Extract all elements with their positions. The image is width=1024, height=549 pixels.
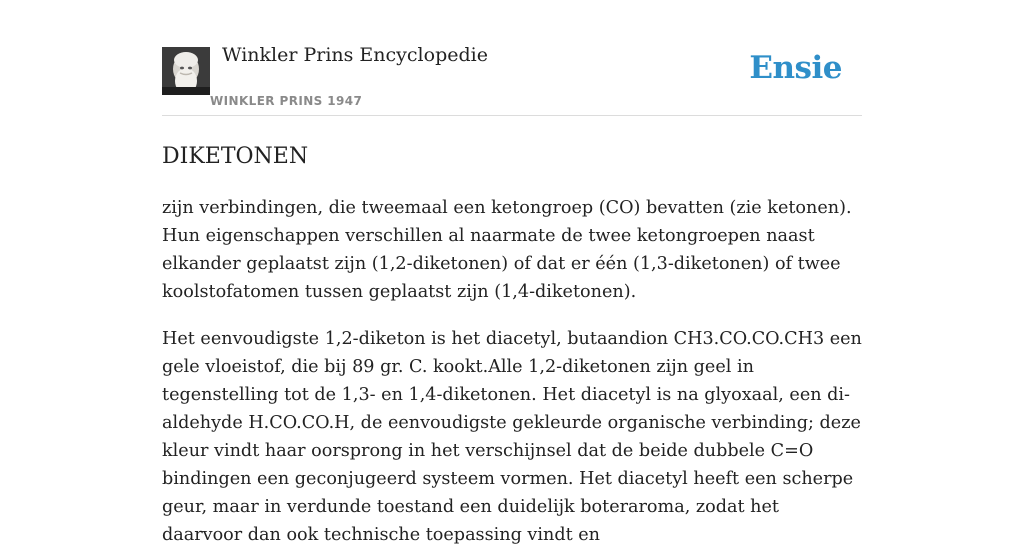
portrait-avatar-icon[interactable]: [162, 47, 210, 95]
article-paragraph: zijn verbindingen, die tweemaal een ketongroep (CO) bevatten (zie ketonen). Hun eigenschappen verschillen al naarmate de twee ketongroepen naast elkander geplaatst zijn (1,2-diketonen) of dat er één (1,3-diketonen) of twee koolstofatomen tussen geplaatst zijn (1,4-diketonen).: [162, 198, 852, 302]
header: [162, 0, 862, 116]
article-paragraph: Het eenvoudigste 1,2-diketon is het diacetyl, butaandion CH3.CO.CO.CH3 een gele vloeistof, die bij 89 gr. C. kookt.Alle 1,2-diketonen zijn geel in tegenstelling tot de 1,3- en 1,4-diketonen. Het diacetyl is na glyoxaal, een di-aldehyde H.CO.CO.H, de eenvoudigste gekleurde organische verbinding; deze kleur vindt haar oorsprong in het verschijnsel dat de beide dubbele C=O bindingen een geconjugeerd systeem vormen. Het diacetyl heeft een scherpe geur, maar in verdunde toestand een duidelijk boteraroma, zodat het daarvoor dan ook technische toepassing vindt en: [162, 329, 862, 545]
source-title[interactable]: Winkler Prins Encyclopedie: [222, 44, 488, 66]
article-title: DIKETONEN: [162, 144, 309, 169]
source-subtitle: WINKLER PRINS 1947: [210, 94, 363, 108]
brand-logo[interactable]: Ensie: [749, 50, 842, 86]
content-column: [162, 0, 862, 549]
